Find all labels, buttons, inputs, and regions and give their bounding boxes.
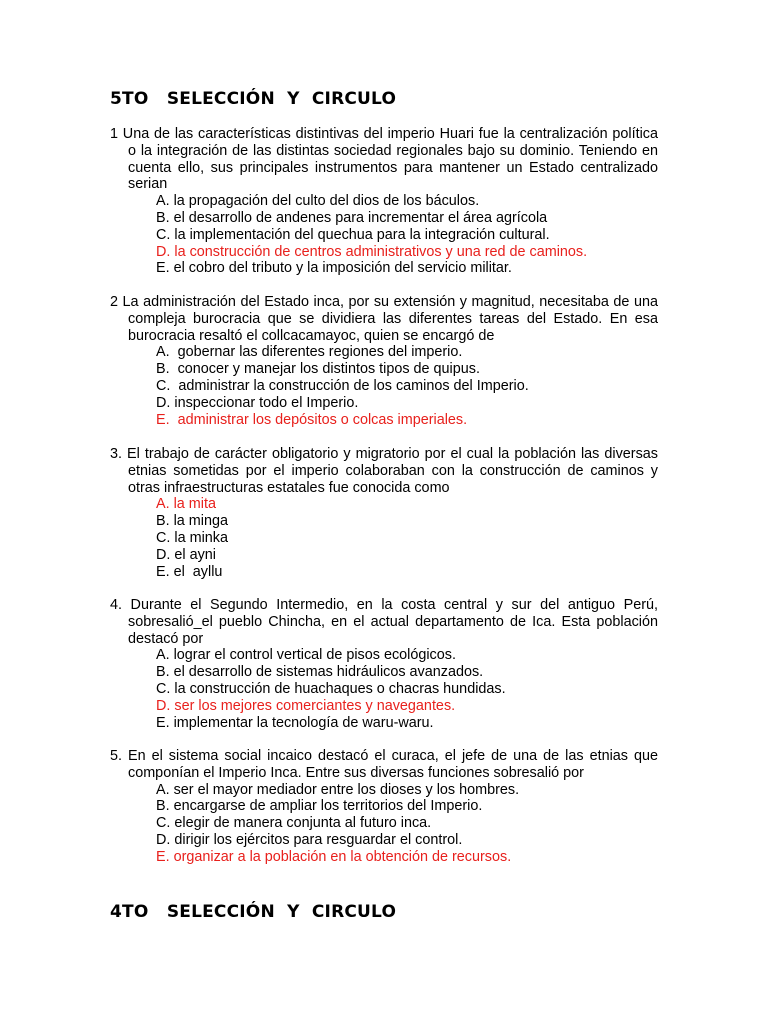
option-d: D. dirigir los ejércitos para resguardar el control. xyxy=(156,831,463,848)
options-list xyxy=(110,647,658,731)
question-stem: 5. En el sistema social incaico destacó el curaca, el jefe de una de las etnias que componían el Imperio Inca. Entre sus diversas funciones sobresalió por xyxy=(110,748,658,781)
option-a-correct: A. la mita xyxy=(156,496,216,513)
section-title-5to: 5TO SELECCIÓN Y CIRCULO xyxy=(110,89,397,109)
question-1 xyxy=(110,126,658,277)
question-5 xyxy=(110,748,658,866)
options-list xyxy=(110,344,658,428)
option-c: C. la minka xyxy=(156,529,228,546)
option-c: C. la construcción de huachaques o chacras hundidas. xyxy=(156,680,506,697)
option-b: B. conocer y manejar los distintos tipos de quipus. xyxy=(156,361,480,378)
question-3 xyxy=(110,446,658,580)
option-e-correct: E. administrar los depósitos o colcas imperiales. xyxy=(156,411,468,428)
option-c: C. administrar la construcción de los caminos del Imperio. xyxy=(156,377,529,394)
section-title-4to: 4TO SELECCIÓN Y CIRCULO xyxy=(110,902,397,922)
option-e: E. el cobro del tributo y la imposición del servicio militar. xyxy=(156,260,512,277)
options-list xyxy=(110,782,658,866)
options-list xyxy=(110,496,658,580)
option-d: D. el ayni xyxy=(156,546,216,563)
option-a: A. gobernar las diferentes regiones del imperio. xyxy=(156,344,463,361)
option-a: A. lograr el control vertical de pisos ecológicos. xyxy=(156,647,456,664)
option-e: E. implementar la tecnología de waru-waru. xyxy=(156,714,434,731)
question-4 xyxy=(110,597,658,731)
option-a: A. ser el mayor mediador entre los dioses y los hombres. xyxy=(156,781,520,798)
option-d-correct: D. ser los mejores comerciantes y navegantes. xyxy=(156,697,456,714)
option-d: D. inspeccionar todo el Imperio. xyxy=(156,394,359,411)
option-b: B. encargarse de ampliar los territorios del Imperio. xyxy=(156,798,483,815)
question-stem: 1 Una de las características distintivas del imperio Huari fue la centralización política o la integración de las distintas sociedad regionales bajo su dominio. Teniendo en cuenta ello, sus principales instrumentos para mantener un Estado centralizado serian xyxy=(110,126,658,193)
option-d-correct: D. la construcción de centros administrativos y una red de caminos. xyxy=(156,243,588,260)
option-b: B. el desarrollo de andenes para incrementar el área agrícola xyxy=(156,209,548,226)
question-stem: 4. Durante el Segundo Intermedio, en la costa central y sur del antiguo Perú, sobresalió_el pueblo Chincha, en el actual departamento de Ica. Esta población destacó por xyxy=(110,597,658,647)
option-e: E. el ayllu xyxy=(156,563,223,580)
option-c: C. elegir de manera conjunta al futuro inca. xyxy=(156,815,432,832)
option-e-correct: E. organizar a la población en la obtención de recursos. xyxy=(156,848,512,865)
option-c: C. la implementación del quechua para la integración cultural. xyxy=(156,226,550,243)
option-b: B. el desarrollo de sistemas hidráulicos avanzados. xyxy=(156,664,484,681)
option-b: B. la minga xyxy=(156,513,228,530)
question-stem: 3. El trabajo de carácter obligatorio y migratorio por el cual la población las diversas etnias sometidas por el imperio colaboraban con la construcción de caminos y otras infraestructuras estatales fue conocida como xyxy=(110,446,658,496)
question-stem: 2 La administración del Estado inca, por su extensión y magnitud, necesitaba de una compleja burocracia que se dividiera las diferentes tareas del Estado. En esa burocracia resaltó el collcacamayoc, quien se encargó de xyxy=(110,294,658,344)
option-a: A. la propagación del culto del dios de los báculos. xyxy=(156,193,480,210)
options-list xyxy=(110,193,658,277)
question-2 xyxy=(110,294,658,428)
